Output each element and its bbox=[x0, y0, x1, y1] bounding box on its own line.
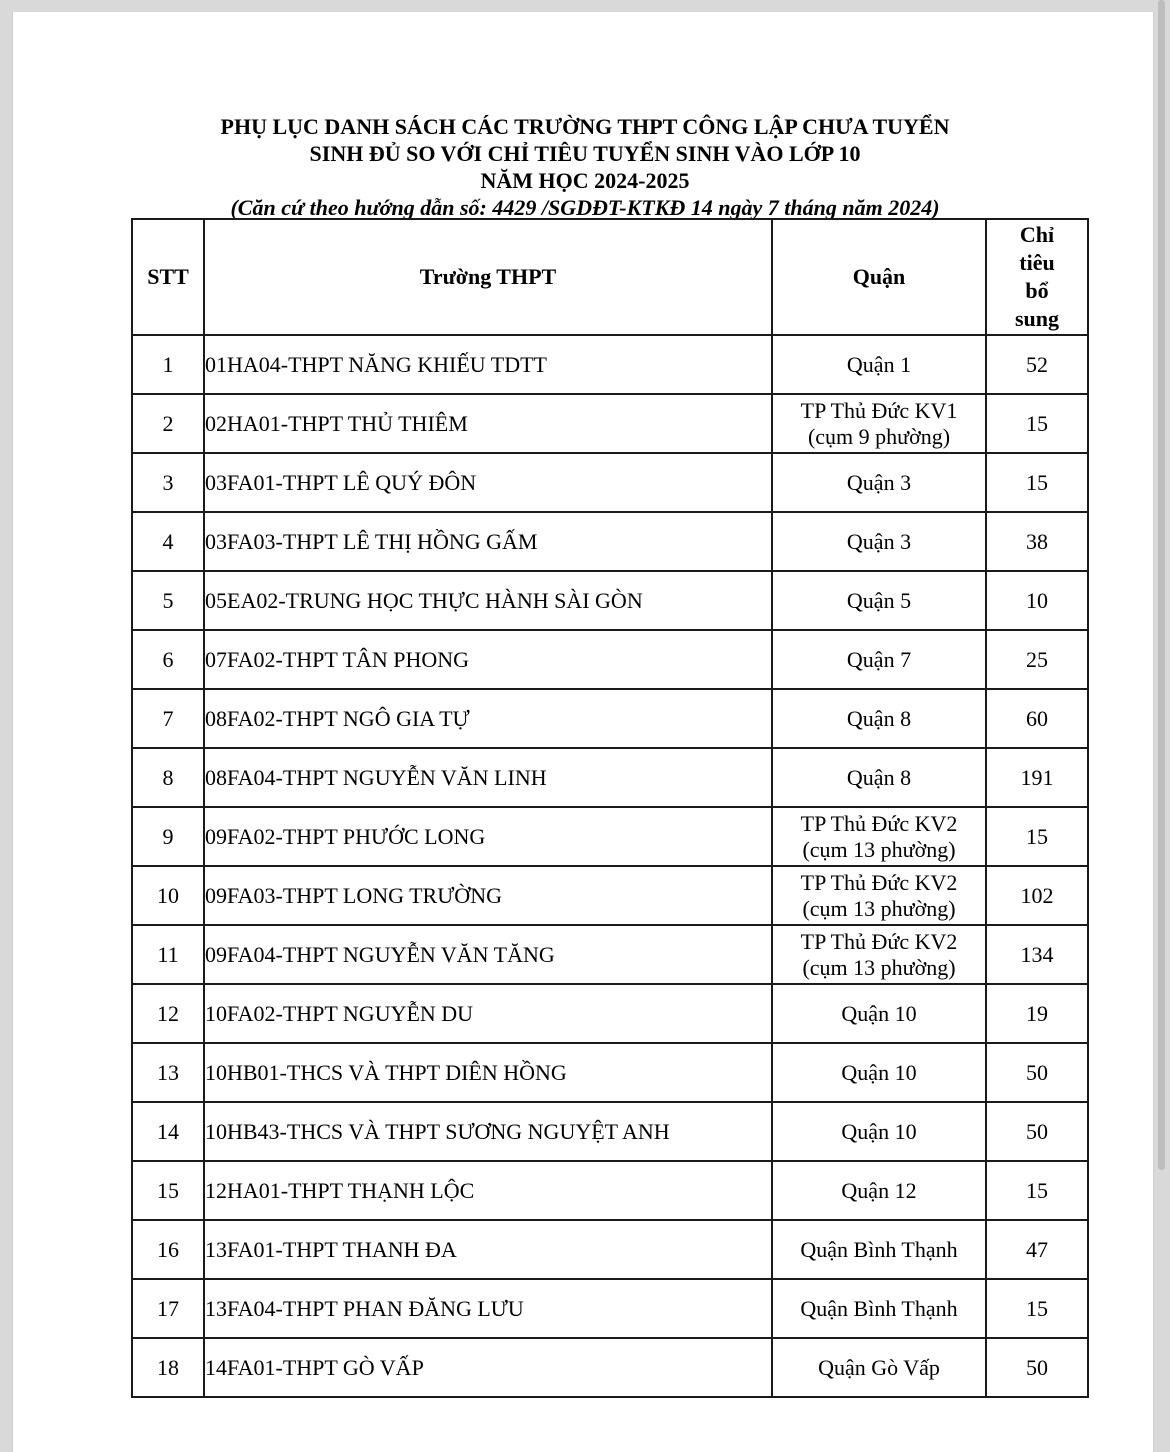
row-district bbox=[772, 571, 986, 630]
table-row bbox=[132, 866, 1088, 925]
row-district-line: Quận 12 bbox=[841, 1177, 917, 1203]
row-school-name: 09FA04-THPT NGUYỄN VĂN TĂNG bbox=[204, 925, 772, 984]
table-body bbox=[132, 335, 1088, 1397]
row-stt: 16 bbox=[132, 1220, 204, 1279]
table-header-row bbox=[132, 219, 1088, 335]
row-district-line: TP Thủ Đức KV2 bbox=[800, 869, 958, 895]
row-stt: 11 bbox=[132, 925, 204, 984]
table-row bbox=[132, 748, 1088, 807]
row-school-name: 03FA03-THPT LÊ THỊ HỒNG GẤM bbox=[204, 512, 772, 571]
row-stt: 9 bbox=[132, 807, 204, 866]
row-district-line: TP Thủ Đức KV2 bbox=[800, 810, 958, 836]
table-row bbox=[132, 1102, 1088, 1161]
row-stt: 7 bbox=[132, 689, 204, 748]
row-district bbox=[772, 984, 986, 1043]
row-district-line: TP Thủ Đức KV2 bbox=[800, 928, 958, 954]
row-school-name: 03FA01-THPT LÊ QUÝ ĐÔN bbox=[204, 453, 772, 512]
row-stt: 3 bbox=[132, 453, 204, 512]
row-school-name: 02HA01-THPT THỦ THIÊM bbox=[204, 394, 772, 453]
row-stt: 12 bbox=[132, 984, 204, 1043]
table-row bbox=[132, 1161, 1088, 1220]
row-quota: 102 bbox=[986, 866, 1088, 925]
table-row bbox=[132, 571, 1088, 630]
row-stt: 15 bbox=[132, 1161, 204, 1220]
row-district-line: Quận 10 bbox=[841, 1118, 917, 1144]
table-row bbox=[132, 1220, 1088, 1279]
row-stt: 13 bbox=[132, 1043, 204, 1102]
header-quota-line: Chỉ bbox=[1019, 222, 1055, 247]
header-quota-line: tiêu bbox=[1019, 250, 1055, 275]
row-district bbox=[772, 925, 986, 984]
row-district-line: (cụm 9 phường) bbox=[807, 423, 951, 449]
row-district bbox=[772, 1338, 986, 1397]
row-quota: 38 bbox=[986, 512, 1088, 571]
row-quota: 50 bbox=[986, 1338, 1088, 1397]
row-stt: 17 bbox=[132, 1279, 204, 1338]
row-district-line: (cụm 13 phường) bbox=[802, 836, 956, 862]
row-district-line: Quận 8 bbox=[846, 705, 912, 731]
row-district bbox=[772, 1161, 986, 1220]
row-district-line: Quận 10 bbox=[841, 1059, 917, 1085]
table-row bbox=[132, 630, 1088, 689]
row-school-name: 08FA04-THPT NGUYỄN VĂN LINH bbox=[204, 748, 772, 807]
row-quota: 15 bbox=[986, 1161, 1088, 1220]
row-district bbox=[772, 512, 986, 571]
row-quota: 52 bbox=[986, 335, 1088, 394]
row-school-name: 08FA02-THPT NGÔ GIA TỰ bbox=[204, 689, 772, 748]
row-district-line: Quận 1 bbox=[846, 351, 912, 377]
row-district-line: Quận 3 bbox=[846, 469, 912, 495]
row-stt: 2 bbox=[132, 394, 204, 453]
row-district-line: Quận 5 bbox=[846, 587, 912, 613]
row-district bbox=[772, 866, 986, 925]
row-district-line: Quận 10 bbox=[841, 1000, 917, 1026]
row-school-name: 10HB43-THCS VÀ THPT SƯƠNG NGUYỆT ANH bbox=[204, 1102, 772, 1161]
row-district bbox=[772, 807, 986, 866]
row-quota: 25 bbox=[986, 630, 1088, 689]
row-stt: 5 bbox=[132, 571, 204, 630]
row-district bbox=[772, 335, 986, 394]
row-quota: 50 bbox=[986, 1043, 1088, 1102]
row-district-line: Quận Gò Vấp bbox=[818, 1354, 940, 1380]
row-stt: 8 bbox=[132, 748, 204, 807]
table-row bbox=[132, 453, 1088, 512]
title-line-3: NĂM HỌC 2024-2025 bbox=[480, 168, 690, 193]
row-district-line: (cụm 13 phường) bbox=[802, 895, 956, 921]
table-row bbox=[132, 1338, 1088, 1397]
row-school-name: 01HA04-THPT NĂNG KHIẾU TDTT bbox=[204, 335, 772, 394]
row-quota: 10 bbox=[986, 571, 1088, 630]
row-stt: 14 bbox=[132, 1102, 204, 1161]
row-school-name: 14FA01-THPT GÒ VẤP bbox=[204, 1338, 772, 1397]
row-district bbox=[772, 689, 986, 748]
table-row bbox=[132, 394, 1088, 453]
row-quota: 15 bbox=[986, 394, 1088, 453]
row-school-name: 10FA02-THPT NGUYỄN DU bbox=[204, 984, 772, 1043]
document-heading bbox=[0, 113, 1170, 221]
row-quota: 60 bbox=[986, 689, 1088, 748]
row-quota: 15 bbox=[986, 1279, 1088, 1338]
row-stt: 4 bbox=[132, 512, 204, 571]
row-district bbox=[772, 1043, 986, 1102]
table-row bbox=[132, 984, 1088, 1043]
row-district-line: Quận Bình Thạnh bbox=[800, 1295, 958, 1321]
row-district bbox=[772, 394, 986, 453]
row-school-name: 13FA01-THPT THANH ĐA bbox=[204, 1220, 772, 1279]
row-stt: 6 bbox=[132, 630, 204, 689]
table-row bbox=[132, 925, 1088, 984]
school-quota-table bbox=[131, 218, 1089, 1398]
table-row bbox=[132, 335, 1088, 394]
row-quota: 50 bbox=[986, 1102, 1088, 1161]
row-quota: 134 bbox=[986, 925, 1088, 984]
header-quota bbox=[986, 219, 1088, 335]
row-district-line: Quận 8 bbox=[846, 764, 912, 790]
table-row bbox=[132, 689, 1088, 748]
row-school-name: 07FA02-THPT TÂN PHONG bbox=[204, 630, 772, 689]
row-school-name: 05EA02-TRUNG HỌC THỰC HÀNH SÀI GÒN bbox=[204, 571, 772, 630]
header-quota-line: sung bbox=[1014, 306, 1060, 331]
row-district-line: Quận 7 bbox=[846, 646, 912, 672]
header-school: Trường THPT bbox=[204, 219, 772, 335]
title-line-2: SINH ĐỦ SO VỚI CHỈ TIÊU TUYỂN SINH VÀO LỚP 10 bbox=[309, 141, 861, 166]
row-district bbox=[772, 1220, 986, 1279]
row-school-name: 09FA03-THPT LONG TRƯỜNG bbox=[204, 866, 772, 925]
row-district bbox=[772, 453, 986, 512]
row-quota: 191 bbox=[986, 748, 1088, 807]
header-stt: STT bbox=[132, 219, 204, 335]
row-district-line: Quận 3 bbox=[846, 528, 912, 554]
table-row bbox=[132, 512, 1088, 571]
row-stt: 1 bbox=[132, 335, 204, 394]
title-line-1: PHỤ LỤC DANH SÁCH CÁC TRƯỜNG THPT CÔNG LẬP CHƯA TUYỂN bbox=[220, 114, 950, 139]
row-district bbox=[772, 630, 986, 689]
table-row bbox=[132, 807, 1088, 866]
row-stt: 18 bbox=[132, 1338, 204, 1397]
document-subtitle: (Căn cứ theo hướng dẫn số: 4429 /SGDĐT-KTKĐ 14 ngày 7 tháng năm 2024) bbox=[230, 195, 940, 220]
row-quota: 19 bbox=[986, 984, 1088, 1043]
row-stt: 10 bbox=[132, 866, 204, 925]
row-school-name: 13FA04-THPT PHAN ĐĂNG LƯU bbox=[204, 1279, 772, 1338]
row-school-name: 10HB01-THCS VÀ THPT DIÊN HỒNG bbox=[204, 1043, 772, 1102]
row-quota: 47 bbox=[986, 1220, 1088, 1279]
row-district-line: TP Thủ Đức KV1 bbox=[800, 397, 958, 423]
row-quota: 15 bbox=[986, 453, 1088, 512]
table-row bbox=[132, 1043, 1088, 1102]
row-quota: 15 bbox=[986, 807, 1088, 866]
row-district bbox=[772, 1102, 986, 1161]
table-row bbox=[132, 1279, 1088, 1338]
row-district bbox=[772, 748, 986, 807]
row-district bbox=[772, 1279, 986, 1338]
header-quota-line: bổ bbox=[1025, 278, 1049, 303]
row-district-line: (cụm 13 phường) bbox=[802, 954, 956, 980]
row-school-name: 09FA02-THPT PHƯỚC LONG bbox=[204, 807, 772, 866]
row-school-name: 12HA01-THPT THẠNH LỘC bbox=[204, 1161, 772, 1220]
header-district: Quận bbox=[772, 219, 986, 335]
row-district-line: Quận Bình Thạnh bbox=[800, 1236, 958, 1262]
